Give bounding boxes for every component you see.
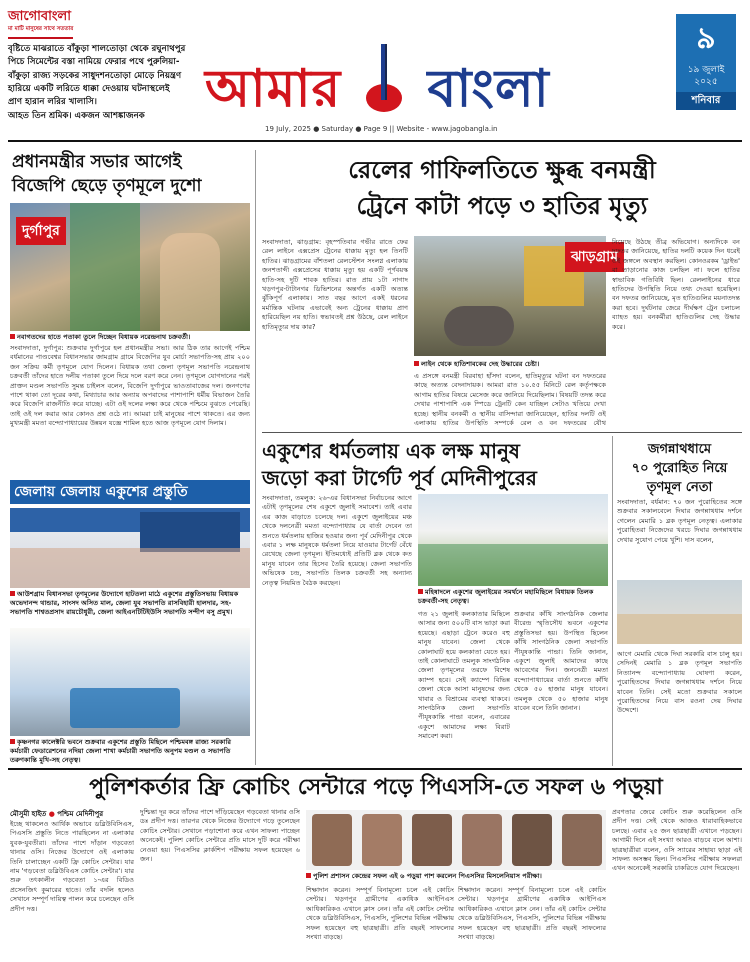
date-year: ২০২৫ (694, 77, 718, 87)
brief-subtext: আহত তিন শ্রমিক। একজন আশঙ্কাজনক (8, 110, 145, 121)
story5-body-1: সংবাদদাতা, বর্ধমান: ৭০ জন পুরোহিতের সঙ্গে শুক্রবার সকালবেলে দিঘার জগন্নাথধাম দর্শনে গেলেন মেমারি ১ ব্লক তৃণমূল নেতৃত্ব। এলাকার পুরোহিতরা নিজেদের খরচে দিঘার জগন্নাথধাম দেখার সুযোগ পেয়ে খুশি। দাস বলেন, (617, 498, 742, 544)
story4-caption: মহিষাদলে একুশের জুলাইয়ের সমর্থনে মহামিছিলে বিধায়ক তিলক চক্রবর্তী-সহ নেতৃত্ব। (418, 588, 594, 605)
story1-photo (10, 203, 250, 331)
story6-col1: ইচ্ছে থাকলেও আর্থিক অভাবে ডব্লিউবিসিএস, পিএসসি প্রস্তুতি নিতে পারছিলেন না এলাকার যুবক-যুবতীরা। তাঁদের পাশে দাঁড়ান গড়বেতা থানার ওসি। নিজের উদ্যোগে ওই এলাকায় তিনি চালাচ্ছেন একটি ফ্রি কোচিং সেন্টার। যার নাম 'গড়বেতা ডব্লিউবিএস কোচিং সেন্টার'। যার শুরু তৎকালীন গড়বেতা ১-এর বিডিও প্রসেনজিৎ কুমারের হাতে। তাঁর বদলি হলেও সেখানে সম্পূর্ণ দায়িত্ব পালন করে চলেছেন ওসি প্রদীপ দত্ত। (10, 820, 134, 913)
ektara-icon (362, 40, 406, 120)
date-box (676, 14, 736, 110)
story6-byline: মৌসুমী হাইত ● পশ্চিম মেদিনীপুর (10, 810, 104, 818)
story4-col2: গত ২১ জুলাই কলকাতার মিছিলে আসার জন্য ৫০০টি বাস ভাড়া করা হয়েছে। এছাড়া ট্রেনে করেও বহু মানুষ যাবেন। জেলা থেকে কোলাঘাট হয়ে কলকাতা যেতে হয়। তাই কোলাঘাটে তমলুক সাংগঠনিক জেলা তৃণমূলের তরফে বিশেষ ক্যাম্প হবে। সেই ক্যাম্পে বিভিন্ন জেলা থেকে আসা মানুষদের জন্য খাবার ও বিশ্রামের ব্যবস্থা থাকবে। সাংগঠনিক জেলা সভাপতি পীযূষকান্তি পান্ডা বলেন, এবারের একুশে আমাদের লক্ষ্য বিরাট সমাবেশ করা। (418, 610, 510, 741)
brief-text: বৃষ্টিতে মাঝরাতে বাঁকুড়া শালতোড়া থেকে রঘুনাথপুর পিচে সিমেন্টের বস্তা নামিয়ে ফেরার পথে পুরুলিয়া-বাঁকুড়া রাজ্য সড়কের সাধুদশনতোড়া মোড়ে নিয়ন্ত্রণ হারিয়ে একটি লরিতে ধাক্কা দেওয়ায় ঘটনাস্থলেই প্রাণ হারান লরির খালাসি। (8, 43, 186, 108)
story6-col4: প্রবণতার জেরে কোচিং শুরু করেছিলেন ওসি প্রদীপ দত্ত। সেই থেকে আজও ধারাবাহিকভাবে চলছে। এবার ২৫ জন ছাত্রছাত্রী এখানে পড়ছেন। আগামী দিনে এই সংখ্যা আরও বাড়বে বলে আশা। ছাত্রছাত্রীরা বলেন, ওসি স্যারের সাহায্য ছাড়া এই সাফল্য অসম্ভব ছিল। পিএসসির পরীক্ষায় সফলরা এখন অনেকেই সরকারি চাকরিতে যোগ দিয়েছেন। (612, 808, 742, 873)
story3-place-tag: ঝাড়গ্রাম (565, 242, 624, 272)
story4-col3: শুক্রবার কাঁথি সাংগঠনিক জেলার বীরেন্দ্র স্মৃতিসৌধ ভবনে একুশের প্রস্তুতিসভা হয়। উপস্থিত ছিলেন কাঁথি সাংগঠনিক জেলা সভাপতি পীযূষকান্তি পান্ডা। তিনি জানান, একুশে জুলাই আমাদের কাছে আবেগের দিন। জননেত্রী মমতা বন্দ্যোপাধ্যায়ের বার্তা শুনতে কাঁথি থেকে ৫০ হাজার মানুষ যাবেন। তমলুক থেকে ৫০ হাজার মানুষ যাবেন বলে তিনি জানান। (514, 610, 608, 713)
date-line: ১৯ জুলাই (687, 65, 725, 75)
story6-col3b: শিক্ষাদান করেন। সম্পূর্ণ বিনামূল্যে চলে এই কোচিং সেন্টার। খড়গপুর গ্রামীণের একাধিক আইপিএস আধিকারিকও এখানে ক্লাস নেন। তাঁর এই কোচিং সেন্টার থেকে ডব্লিউবিসিএস, পিএসসি, পুলিশের বিভিন্ন পরীক্ষায় সফল হয়েছেন বহু ছাত্রছাত্রী। প্রতি বছরই সাফল্যের সংখ্যা বাড়ছে। (458, 886, 606, 942)
story6-caption: পুলিশ প্রশাসন কেন্দ্রের সফল এই ৬ পড়ুয়া পাশ করলেন পিএসসির মিসলেনিয়াস পরীক্ষা। (306, 872, 606, 881)
bottom-section-rule (8, 768, 742, 770)
masthead-title-right: বাংলা (427, 58, 550, 119)
column-rule-2 (612, 436, 613, 766)
story1-headline: প্রধানমন্ত্রীর সভার আগেই বিজেপি ছেড়ে তৃণমূলে দুশো (12, 152, 202, 196)
story6-col3: শিক্ষাদান করেন। সম্পূর্ণ বিনামূল্যে চলে এই কোচিং সেন্টার। খড়গপুর গ্রামীণের একাধিক আইপিএস আধিকারিকও এখানে ক্লাস নেন। তাঁর এই কোচিং সেন্টার থেকে ডব্লিউবিসিএস, পিএসসি, পুলিশের বিভিন্ন পরীক্ষায় সফল হয়েছেন বহু ছাত্রছাত্রী। প্রতি বছরই সাফল্যের সংখ্যা বাড়ছে। (306, 886, 454, 942)
story2-photo-2 (10, 628, 250, 736)
masthead-meta: 19 July, 2025 ● Saturday ● Page 9 || Website - www.jagobangla.in (265, 125, 498, 133)
story3-col2: এ প্রসঙ্গে বনমন্ত্রী বিরবাহা হাঁসদা বলেন, হাতিমৃত্যুর ঘটনা বন দফতরের কাছে অত্যন্ত বেদনাদায়ক। আমরা রাত ১০.৫৫ মিনিটে রেল কর্তৃপক্ষকে আগাম হাতির বিষয়ে মেসেজ করে জানিয়ে দিয়েছিলাম। বিষয়টি তদন্ত করে দেখার পাশাপাশি এক স্পিডে ট্রেনটি কেন যাচ্ছিল সেটাও খতিয়ে দেখা হচ্ছে। স্থানীয় বনকর্মী ও স্থানীয় বাসিন্দারা জানিয়েছেন, হাতির দলটি ওই এলাকায় হাতির উপস্থিতি সম্পর্কে রেল ও বন দফতরের যৌথ (414, 372, 606, 428)
story6-photo-strip (306, 810, 606, 870)
masthead-rule (8, 140, 742, 142)
story5-body-2: আগে মেমারি থেকে দিঘা সরকারি বাস চালু হয়। সেদিনই মেমারি ১ ব্লক তৃণমূল সভাপতি নিত্যানন্দ বন্দ্যোপাধ্যায় ঘোষণা করেন, পুরোহিতদের দিঘার জগন্নাথধাম দর্শনে নিয়ে যাবেন তিনি। সেই মতো শুক্রবার সকালে পুরোহিতদের নিয়ে বাস রওনা দেয় দিঘার উদ্দেশে। (617, 650, 742, 715)
story2-photo-1 (10, 508, 250, 588)
story5-photo (617, 580, 742, 644)
story3-col3: নিয়েছে উঠছে তীব্র অভিযোগ। অন্যদিকে বন দফতর জানিয়েছে, হাতির দলটি কয়েক দিন ধরেই ওই জঙ্গলে অবস্থান করছিল। কোনওরকম 'ড্রাইভ' বা তাড়ানোর কাজ চলছিল না। ফলে হাতির স্বাভাবিক গতিবিধি ছিল। রেললাইনের ধারে হাতিদের উপস্থিতি নিয়ে তথ্য দেওয়া হয়েছিল। বন দফতর জানিয়েছে, মৃত হাতিগুলির ময়নাতদন্ত করা হবে। দুর্ঘটনার জেরে দীর্ঘক্ষণ ট্রেন চলাচল ব্যাহত হয়। বনকর্মীরা হাতিগুলির দেহ উদ্ধার করে। (612, 238, 740, 331)
weekday: শনিবার (676, 92, 736, 110)
section-rule (262, 432, 742, 433)
story1-body: সংবাদদাতা, দুর্গাপুর: শুক্রবার দুর্গাপুরে হল প্রধানমন্ত্রীর সভা। আর ঠিক তার আগেই পশ্চিম বর্ধমানের পাণ্ডবেশ্বর বিধানসভার জামগ্রাম গ্রামে বিজেপির যুব মোর্চা সভাপতি-সহ প্রায় ২০০ জন সক্রিয় কর্মী তৃণমূলে যোগ দিলেন। বিধায়ক তথা জেলা তৃণমূল সভাপতি নরেন্দ্রনাথ চক্রবর্তী তাঁদের হাতে দলীয় পতাকা তুলে দিয়ে দলে বরণ করে নেন। তৃণমূলে যোগদানের পরই প্রাক্তন মণ্ডল সভাপতি সুমন্ত চাইলস বলেন, বিজেপি দুর্গাপুরে ভাওতাবাজের দল। জনগণের পাশে থাকা তো দূরের কথা, মিথ্যাচার আর অন্যায় অপবাদের পাশাপাশি ধর্মীয় বিভাজন তৈরি করে বিজেপি রাজনীতি করে যাচ্ছে। এটা ওই দলের লক্ষ্য করে থেকে পশ্চিমে বুঝতে পেরেছি। তাই ওই দল করার আর কোনও প্রশ্ন ওঠে না। আমরা চাই মানুষের পাশে থাকতে। এর জন্য মুখ্যমন্ত্রী মমতা বন্দ্যোপাধ্যায়ের উন্নয়ন যজ্ঞে শামিল হতে আজ তৃণমূলে যোগ দিলাম। (10, 344, 250, 428)
masthead-title-left: আমার (205, 58, 342, 119)
story4-photo (418, 494, 608, 586)
story6-headline: পুলিশকর্তার ফ্রি কোচিং সেন্টারে পড়ে পিএসসি-তে সফল ৬ পড়ুয়া (89, 775, 663, 800)
story1-place-tag: দুর্গাপুর (16, 217, 66, 245)
story5-headline: জগন্নাথধামে ৭০ পুরোহিত নিয়ে তৃণমূল নেতা (631, 442, 728, 495)
column-rule (255, 150, 256, 765)
story3-headline: রেলের গাফিলতিতে ক্ষুব্ধ বনমন্ত্রী ট্রেনে কাটা পড়ে ৩ হাতির মৃত্যু (348, 156, 656, 220)
story2-caption-1: আউশগ্রাম বিধানসভা তৃণমূলের উদ্যোগে হাটতলা মাঠে একুশের প্রস্তুতিসভায় বিধায়ক অভেদানন্দ থান্ডার, সাংসদ অসিত মাল, জেলা যুব সভাপতি রাসবিহারী হালদার, সহ-সভাপতি শাশ্বতপ্রসাদ রায়চৌধুরী, জেলা আইএনটিটিইউসি সভাপতি সন্দীপ বসু প্রমুখ। (10, 590, 239, 616)
page-number: ৯ (696, 21, 716, 56)
jagobangla-logo: জাগোবাংলা মা মাটি মানুষের সাথে সততার (8, 10, 73, 39)
story2-caption-2: কৃষ্ণনগর কালেক্টরি ভবনে শুক্রবার একুশের প্রস্তুতি মিছিলে পশ্চিমবঙ্গ রাজ্য সরকারি কর্মচারী ফেডারেশনের নদিয়া জেলা শাখা কর্মচারী সভাপতি অনুপম মণ্ডল ও সভাপতি তরুণকান্তি মুখি-সহ নেতৃত্ব। (10, 738, 231, 764)
story3-caption: লাইন থেকে হাতিশাবকের দেহ উদ্ধারের চেষ্টা। (414, 360, 606, 369)
story4-headline: একুশের ধর্মতলায় এক লক্ষ মানুষ জড়ো করা টার্গেট পূর্ব মেদিনীপুরের (262, 439, 537, 490)
story1-caption: নবাগতদের হাতে পতাকা তুলে দিচ্ছেন বিধায়ক নরেন্দ্রনাথ চক্রবর্তী। (10, 333, 250, 342)
story3-col1: সংবাদদাতা, ঝাড়গ্রাম: বৃহস্পতিবার গভীর রাতে ফের রেল লাইনে এক্সপ্রেস ট্রেনের ধাক্কায় মৃত্যু হল তিনটি হাতির। ঝাড়গ্রামের বাঁশতলা রেলস্টেশন সংলগ্ন এলাকায় জনশতাব্দী এক্সপ্রেসের ধাক্কায় মৃত্যু হয় একটি পূর্ণবয়স্ক হাতি-সহ দুটি শাবক হাতির। রাত প্রায় ১টা নাগাদ খড়গপুর-টাটানগর ডিভিশনের অন্তর্গত একটি অত্যন্ত ঝুঁকিপূর্ণ এলাকায়। সাত বছর আগে একই ধরনের মর্মান্তিক ঘটনায় এভাবেই অন্য ট্রেনের ধাক্কায় প্রাণ হারিয়েছিল নয় হাতি। স্বভাবতই প্রশ্ন উঠছে, রেল লাইনে হাতিমৃত্যুর দায় কার? (262, 238, 408, 331)
story6-col2: দুশ্চিন্তা দূর করে তাঁদের পাশে দাঁড়িয়েছেন গড়বেতা থানার ওসি ডঃ প্রদীপ দত্ত। তারপর থেকে নিজের উদ্যোগে গড়ে তুলেছেন কোচিং সেন্টার। সেখানে পড়াশোনা করে এখন সাফল্য পাচ্ছেন অনেকেই। পুলিশ কোচিং সেন্টারে প্রতি মাসে দুটি করে পরীক্ষা নেওয়া হয়। পিএসসির ক্লার্কশিপ পরীক্ষায় সফল হয়েছেন ৬ জন। (140, 808, 300, 864)
masthead-logo (195, 28, 655, 118)
news-brief (8, 10, 186, 123)
story2-banner: জেলায় জেলায় একুশের প্রস্তুতি (10, 480, 250, 504)
story4-col1: সংবাদদাতা, তমলুক: ২৬-এর বিধানসভা নির্বাচনের আগে এটাই তৃণমূলের শেষ একুশে জুলাই সমাবেশ। তাই এবার এর কাজ বাড়াতে চলেছে দল। একুশে জুলাইয়ের মঞ্চ থেকে দলনেত্রী মমতা বন্দ্যোপাধ্যায় যে বার্তা দেবেন তা শুনতে ধর্মতলায় হাজির হওয়ার জন্য পূর্ব মেদিনীপুর থেকে এবার ১ লক্ষ মানুষকে ধর্মতলা নিয়ে যাওয়ার টার্গেট বেঁধে রেখেছে জেলা তৃণমূল। ইতিমধ্যেই প্রতিটি ব্লক থেকে কত মানুষ যাবেন তার হিসেব তৈরি হয়েছে। জেলা সভাপতি অভিষেক চন্দ্র, সভাপতি তিলক চক্রবর্তী সহ অন্যান্য নেতৃত্ব নিয়মিত বৈঠক করছেন। (262, 494, 412, 587)
